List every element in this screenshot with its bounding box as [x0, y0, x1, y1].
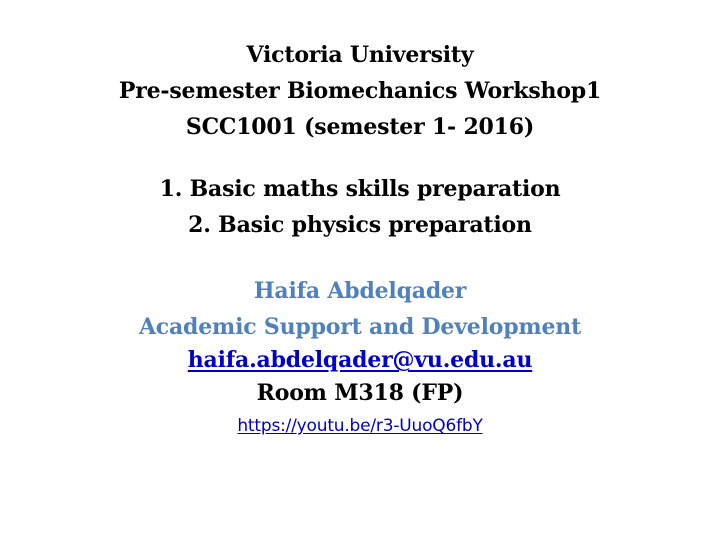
video-link[interactable]: https://youtu.be/r3-UuoQ6fbY — [237, 416, 483, 436]
workshop-title: Pre-semester Biomechanics Workshop1 — [118, 78, 602, 104]
presenter-name: Haifa Abdelqader — [253, 278, 467, 304]
email-line — [0, 345, 720, 375]
topic-item-2: 2. Basic physics preparation — [188, 212, 532, 238]
institution-title: Victoria University — [246, 42, 474, 68]
topic-item-1: 1. Basic maths skills preparation — [159, 176, 561, 202]
email-link[interactable]: haifa.abdelqader@vu.edu.au — [187, 347, 533, 373]
presenter-department: Academic Support and Development — [138, 314, 582, 340]
course-code: SCC1001 (semester 1- 2016) — [185, 114, 535, 140]
room-location: Room M318 (FP) — [256, 380, 464, 406]
video-line — [0, 409, 720, 441]
